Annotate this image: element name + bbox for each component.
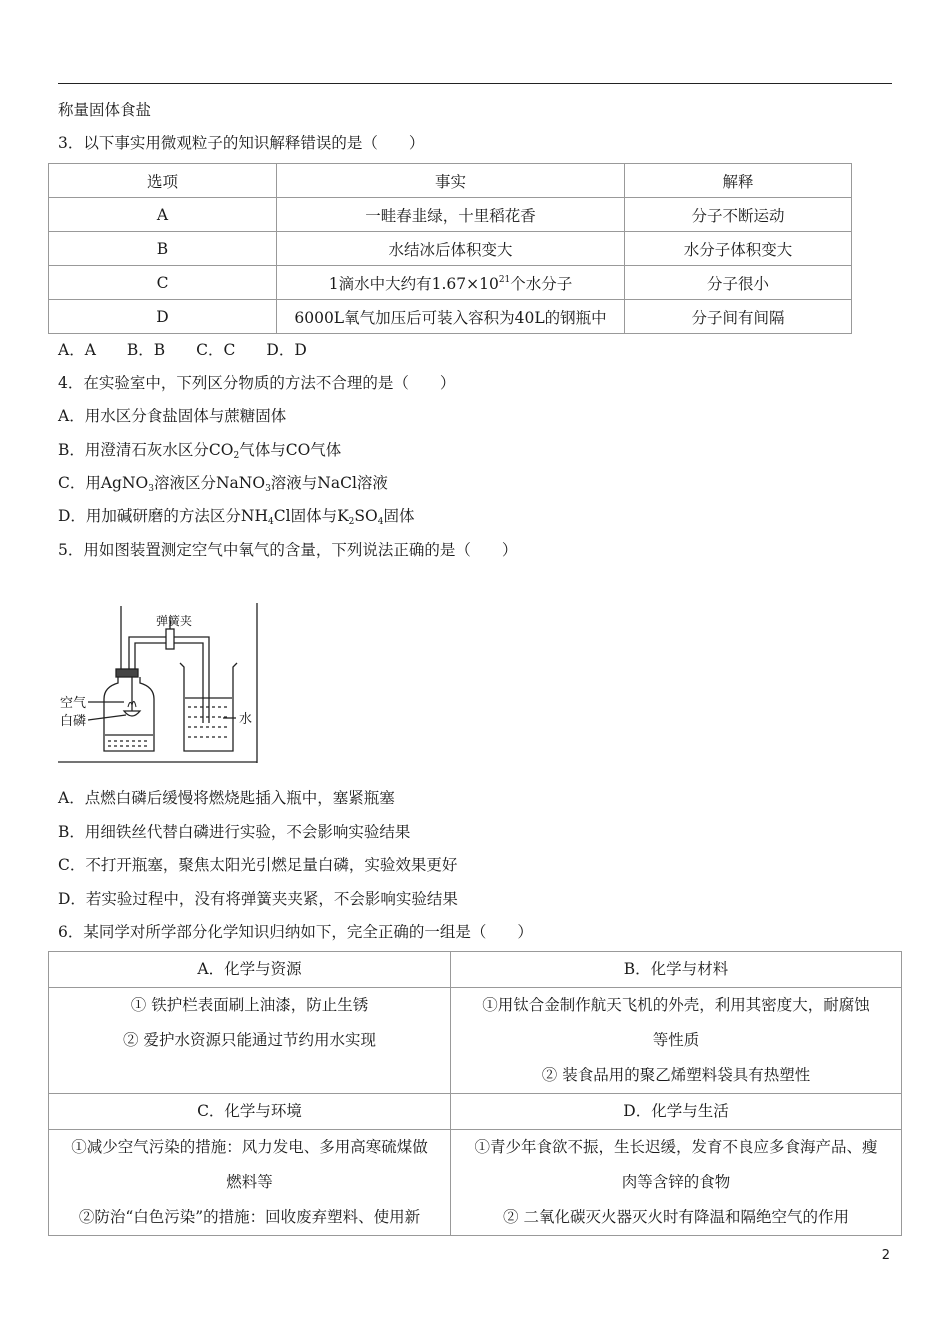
cell-a-content [49,988,451,1094]
cell-d-title: D．化学与生活 [451,1094,902,1130]
row-explanation: 分子不断运动 [625,198,852,232]
row-option: A [49,198,277,232]
row-option: C [49,266,277,300]
cell-d-content [451,1130,902,1236]
cell-b-title: B．化学与材料 [451,952,902,988]
header-text: 称量固体食盐 [58,101,152,119]
text: D．用加碱研磨的方法区分NH [58,507,269,525]
fact-text-end: 个水分子 [510,274,573,293]
q4-option-c [58,473,388,499]
header-rule [58,83,892,84]
subscript: 4 [377,517,384,527]
subscript: 3 [265,484,271,494]
label-water: 水 [239,712,253,727]
text: 固体 [383,507,415,525]
page-number: 2 [881,1248,890,1263]
cell-line: ①青少年食欲不振，生长迟缓，发育不良应多食海产品、瘦 [474,1138,878,1156]
text: C．用AgNO [58,474,149,492]
q3-choices: A．A B．B C．C D．D [58,341,307,359]
table-row [49,1130,902,1236]
row-option: B [49,232,277,266]
table-row [49,952,902,988]
text: 溶液区分NaNO [153,474,266,492]
subscript: 3 [148,484,154,494]
header-fact: 事实 [277,164,625,198]
label-clip: 弹簧夹 [156,614,193,628]
cell-a-title: A．化学与资源 [49,952,451,988]
subscript: 4 [268,517,274,527]
cell-line: ②防治“白色污染”的措施：回收废弃塑料、使用新 [78,1208,421,1226]
row-explanation: 水分子体积变大 [625,232,852,266]
label-air: 空气 [60,696,87,711]
fact-exponent: 21 [498,274,511,285]
cell-line: ①减少空气污染的措施：风力发电、多用高寒硫煤做 [71,1138,428,1156]
text: 气体与CO气体 [239,441,342,459]
cell-line: ① 铁护栏表面刷上油漆，防止生锈 [130,996,369,1014]
table-row [49,988,902,1094]
row-explanation: 分子间有间隔 [625,300,852,334]
cell-line: ② 爱护水资源只能通过节约用水实现 [123,1031,376,1049]
q6-stem: 6．某同学对所学部分化学知识归纳如下，完全正确的一组是（ ） [58,923,533,941]
table-row [49,266,852,300]
q5-option-b: B．用细铁丝代替白磷进行实验，不会影响实验结果 [58,823,411,841]
cell-line: ② 二氧化碳灭火器灭火时有降温和隔绝空气的作用 [503,1208,849,1226]
cell-line: ② 装食品用的聚乙烯塑料袋具有热塑性 [541,1066,811,1084]
cell-c-title: C．化学与环境 [49,1094,451,1130]
header-explanation: 解释 [625,164,852,198]
cell-line: 等性质 [652,1031,700,1049]
row-fact: 水结冰后体积变大 [277,232,625,266]
row-explanation: 分子很小 [625,266,852,300]
row-fact: 6000L氧气加压后可装入容积为40L的钢瓶中 [277,300,625,334]
table-row [49,1094,902,1130]
q5-option-c: C．不打开瓶塞，聚焦太阳光引燃足量白磷，实验效果更好 [58,856,458,874]
text: B．用澄清石灰水区分CO [58,441,234,459]
fact-text: 1滴水中大约有1.67×10 [328,274,499,293]
q4-option-a: A．用水区分食盐固体与蔗糖固体 [58,407,287,425]
cell-line: ①用钛合金制作航天飞机的外壳，利用其密度大，耐腐蚀 [482,996,870,1014]
cell-c-content [49,1130,451,1236]
header-option: 选项 [49,164,277,198]
row-option: D [49,300,277,334]
cell-line: 燃料等 [226,1173,273,1191]
q6-table [48,951,902,1236]
text: 溶液与NaCl溶液 [270,474,388,492]
subscript: 2 [348,517,355,527]
cell-line: 肉等含锌的食物 [621,1173,731,1191]
row-fact [277,266,625,300]
table-row [49,300,852,334]
cell-b-content [451,988,902,1094]
q4-stem: 4．在实验室中，下列区分物质的方法不合理的是（ ） [58,374,456,392]
q4-option-b [58,440,341,466]
apparatus-diagram [58,603,259,763]
label-phosphorus: 白磷 [60,714,87,729]
q3-table [48,163,852,334]
row-fact: 一畦春韭绿，十里稻花香 [277,198,625,232]
subscript: 2 [233,451,240,461]
q5-option-a: A．点燃白磷后缓慢将燃烧匙插入瓶中，塞紧瓶塞 [58,789,395,807]
q3-stem: 3．以下事实用微观粒子的知识解释错误的是（ ） [58,134,425,152]
text: Cl固体与K [273,507,349,525]
apparatus-figure [58,603,259,763]
table-row [49,232,852,266]
q5-stem: 5．用如图装置测定空气中氧气的含量，下列说法正确的是（ ） [58,541,518,559]
table-header-row [49,164,852,198]
q5-option-d: D．若实验过程中，没有将弹簧夹夹紧，不会影响实验结果 [58,890,458,908]
q4-option-d [58,506,414,532]
table-row [49,198,852,232]
text: SO [354,507,378,525]
